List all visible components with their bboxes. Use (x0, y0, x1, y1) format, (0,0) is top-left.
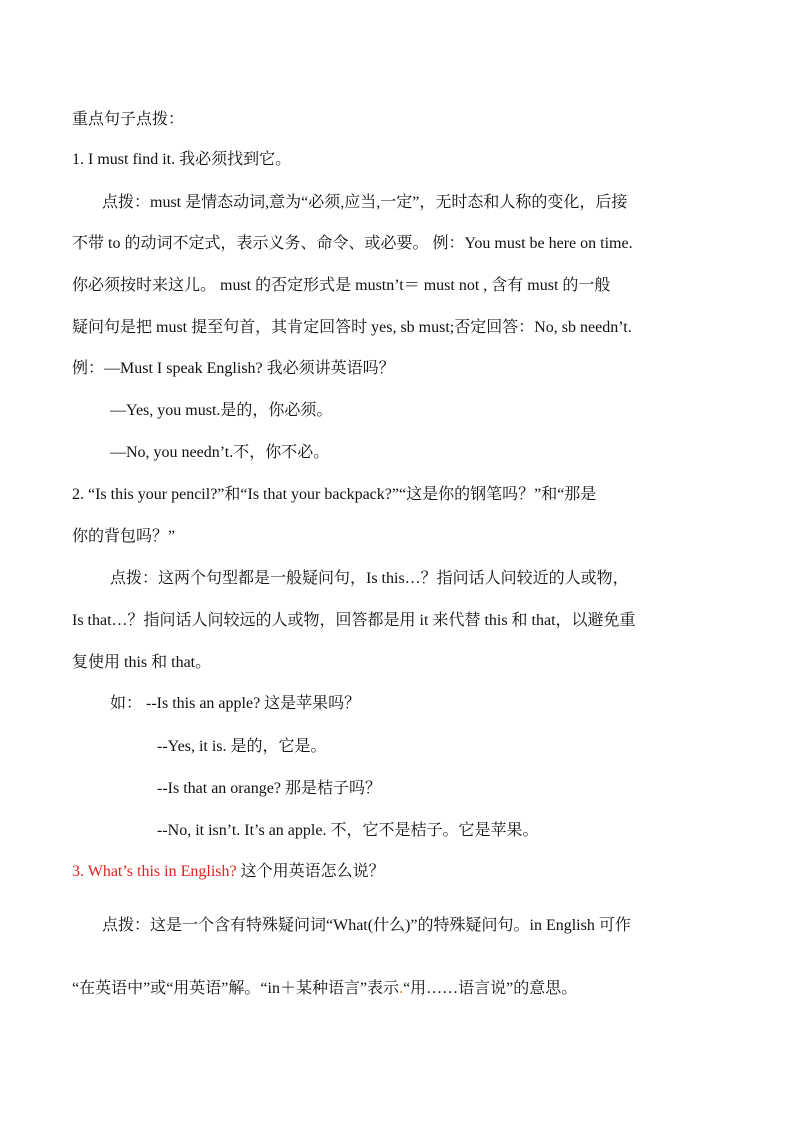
sentence-3-explain-part: “在英语中”或“用英语”解。“in＋某种语言”表示 (72, 980, 400, 997)
sentence-3-mark: . (399, 980, 404, 997)
sentence-3-explain-line: 点拨：这是一个含有特殊疑问词“What(什么)”的特殊疑问句。in English 可作 (102, 917, 631, 934)
sentence-2-example: --No, it isn’t. It’s an apple. 不，它不是桔子。它是苹果。 (157, 822, 539, 839)
sentence-2-example: --Yes, it is. 是的，它是。 (157, 738, 327, 755)
sentence-2-title: 你的背包吗？” (72, 528, 176, 545)
sentence-1-explain-line: 点拨：must 是情态动词,意为“必须,应当,一定”，无时态和人称的变化，后接 (102, 194, 628, 211)
sentence-2-explain-line: 复使用 this 和 that。 (72, 654, 212, 671)
sentence-2-explain-line: 点拨：这两个句型都是一般疑问句，Is this…？指问话人问较近的人或物， (110, 570, 629, 587)
sentence-2-title: 2. “Is this your pencil?”和“Is that your backpack?”“这是你的钢笔吗？”和“那是 (72, 486, 597, 503)
sentence-1-explain-line: 不带 to 的动词不定式，表示义务、命令、或必要。 例：You must be here on time. (72, 235, 633, 252)
sentence-1-explain-line: 你必须按时来这儿。 must 的否定形式是 mustn’t＝ must not , 含有 must 的一般 (72, 277, 611, 294)
sentence-1-title: 1. I must find it. 我必须找到它。 (72, 151, 292, 168)
sentence-3-title (72, 862, 385, 882)
sentence-3-explain-part: “用……语言说”的意思。 (403, 980, 578, 997)
sentence-1-example: —Yes, you must.是的，你必须。 (110, 402, 333, 419)
sentence-2-example: --Is that an orange? 那是桔子吗？ (157, 780, 381, 797)
sentence-1-explain-line: 疑问句是把 must 提至句首，其肯定回答时 yes, sb must;否定回答：No, sb needn’t. (72, 319, 632, 336)
sentence-3-title-english: 3. What’s this in English? (72, 863, 237, 880)
sentence-3-title-chinese: 这个用英语怎么说？ (236, 863, 385, 880)
section-heading: 重点句子点拨： (72, 111, 185, 128)
sentence-2-example: 如： --Is this an apple? 这是苹果吗？ (110, 695, 361, 712)
sentence-3-explain-line (72, 979, 577, 999)
sentence-2-explain-line: Is that…？指问话人问较远的人或物，回答都是用 it 来代替 this 和 that，以避免重 (72, 612, 636, 629)
sentence-1-example: 例：—Must I speak English? 我必须讲英语吗？ (72, 360, 395, 377)
sentence-1-example: —No, you needn’t.不，你不必。 (110, 444, 330, 461)
